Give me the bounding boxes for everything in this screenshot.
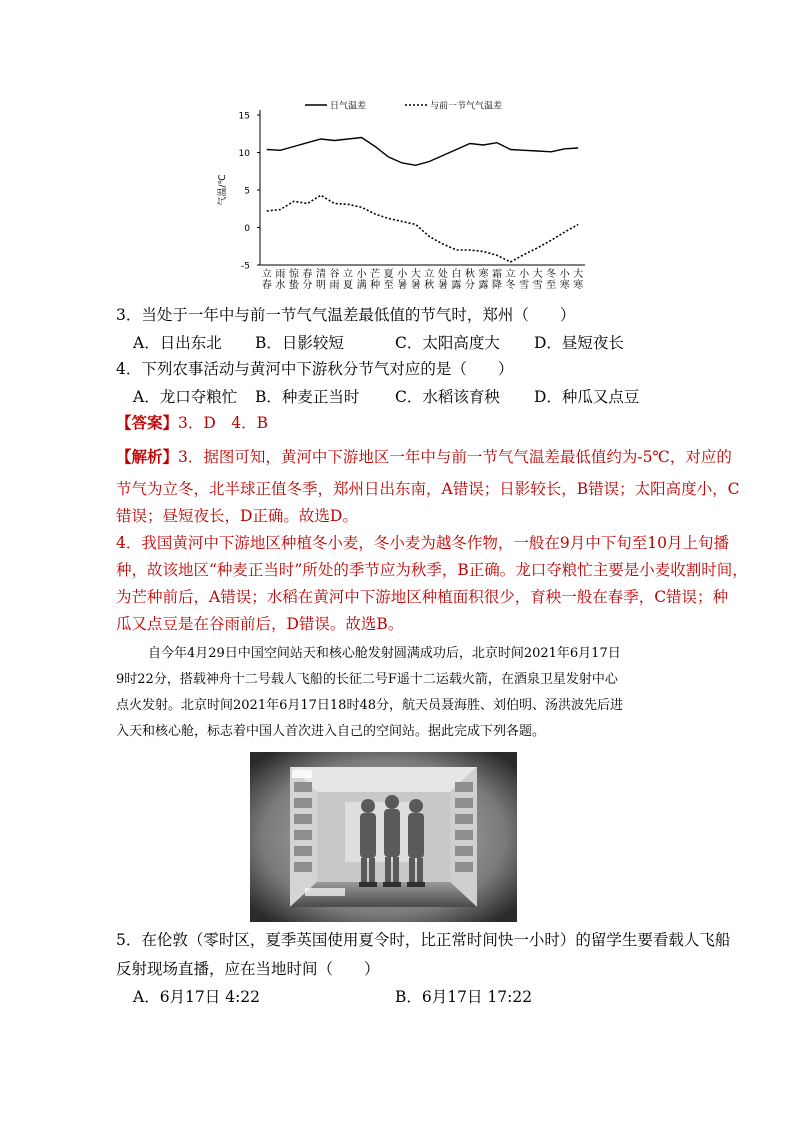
x-tick-label: 秋 <box>464 269 475 280</box>
series-line-2 <box>267 195 578 262</box>
x-tick-label: 雪 <box>519 280 530 291</box>
x-tick-label: 小 <box>559 269 570 280</box>
x-tick-label: 雨 <box>275 269 286 280</box>
x-tick-label: 雪 <box>532 280 543 291</box>
x-tick-label: 至 <box>383 280 394 291</box>
q3-option-a: A．日出东北 <box>133 334 222 352</box>
x-tick-label: 处 <box>437 269 448 280</box>
x-tick-label: 春 <box>302 269 313 280</box>
x-tick-label: 芒 <box>370 269 381 280</box>
analysis-line-1 <box>116 447 732 467</box>
q3-option-c: C．太阳高度大 <box>395 334 500 352</box>
x-tick-label: 清 <box>315 269 326 280</box>
passage-line-1: 自今年4月29日中国空间站天和核心舱发射圆满成功后，北京时间2021年6月17日 <box>148 646 621 661</box>
x-tick-label: 冬 <box>505 280 516 291</box>
x-tick-label: 霜 <box>491 269 502 280</box>
x-tick-label: 大 <box>532 269 543 280</box>
q5-stem-line-1: 5．在伦敦（零时区，夏季英国使用夏令时，比正常时间快一小时）的留学生要看载人飞船 <box>116 931 731 949</box>
line-chart <box>215 95 595 295</box>
q4-option-c: C．水稻该育秧 <box>395 388 500 406</box>
x-tick-label: 分 <box>302 280 313 291</box>
analysis-label: 【解析】 <box>116 447 179 466</box>
legend-label-1: 日气温差 <box>330 101 367 112</box>
answer-label: 【答案】 <box>116 413 179 432</box>
x-tick-label: 明 <box>315 280 326 291</box>
q5-stem-line-2: 反射现场直播，应在当地时间（ ） <box>116 960 380 978</box>
x-tick-label: 夏 <box>383 269 394 280</box>
x-tick-label: 至 <box>546 280 557 291</box>
x-tick-label: 大 <box>410 269 421 280</box>
x-tick-label: 水 <box>275 280 286 291</box>
x-tick-label: 冬 <box>546 269 557 280</box>
analysis-line-6: 为芒种前后，A错误；水稻在黄河中下游地区种植面积很少，育秧一般在春季，C错误；种 <box>116 588 729 606</box>
series-line-1 <box>267 138 578 166</box>
y-tick-label: 5 <box>244 186 250 197</box>
q3-stem: 3．当处于一年中与前一节气气温差最低值的节气时，郑州（ ） <box>116 306 576 324</box>
q4-option-d: D．种瓜又点豆 <box>534 388 640 406</box>
x-tick-label: 白 <box>451 269 462 280</box>
analysis-line-7: 瓜又点豆是在谷雨前后，D错误。故选B。 <box>116 615 404 633</box>
x-tick-label: 露 <box>451 280 462 291</box>
legend-label-2: 与前一节气气温差 <box>430 101 503 112</box>
x-tick-label: 小 <box>397 269 408 280</box>
x-tick-label: 寒 <box>573 280 584 291</box>
x-tick-label: 小 <box>356 269 367 280</box>
x-tick-label: 暑 <box>410 280 421 291</box>
q5-option-b: B．6月17日 17:22 <box>395 988 533 1006</box>
x-tick-label: 惊 <box>288 269 299 280</box>
x-tick-label: 暑 <box>437 280 448 291</box>
passage-line-4: 入天和核心舱，标志着中国人首次进入自己的空间站。据此完成下列各题。 <box>116 724 546 739</box>
analysis-line-2: 节气为立冬，北半球正值冬季，郑州日出东南，A错误；日影较长，B错误；太阳高度小，C <box>116 480 740 498</box>
analysis-text-1: 3．据图可知，黄河中下游地区一年中与前一节气气温差最低值约为-5℃，对应的 <box>178 448 732 466</box>
q3-option-d: D．昼短夜长 <box>534 334 624 352</box>
x-tick-label: 立 <box>343 269 354 280</box>
x-tick-label: 露 <box>478 280 489 291</box>
x-tick-label: 寒 <box>478 269 489 280</box>
y-tick-label: -5 <box>241 261 250 272</box>
analysis-line-5: 种，故该地区“种麦正当时”所处的季节应为秋季，B正确。龙口夺粮忙主要是小麦收割时间， <box>116 561 748 579</box>
analysis-line-4: 4．我国黄河中下游地区种植冬小麦，冬小麦为越冬作物，一般在9月中下旬至10月上旬播 <box>116 534 729 552</box>
y-tick-label: 0 <box>244 224 250 234</box>
x-tick-label: 立 <box>505 269 516 280</box>
x-tick-label: 雨 <box>329 280 340 291</box>
y-tick-label: 15 <box>238 111 250 122</box>
q4-option-b: B．种麦正当时 <box>255 388 360 406</box>
q5-option-a: A．6月17日 4:22 <box>133 988 261 1006</box>
x-tick-label: 大 <box>573 269 584 280</box>
q4-stem: 4．下列农事活动与黄河中下游秋分节气对应的是（ ） <box>116 360 514 378</box>
x-tick-label: 降 <box>491 280 502 291</box>
x-tick-label: 立 <box>424 269 435 280</box>
space-station-photo <box>250 752 517 922</box>
x-tick-label: 蛰 <box>288 280 299 291</box>
x-tick-label: 种 <box>370 280 381 291</box>
x-tick-label: 寒 <box>559 280 570 291</box>
x-tick-label: 秋 <box>424 280 435 291</box>
x-tick-label: 分 <box>464 280 475 291</box>
passage-line-3: 点火发射。北京时间2021年6月17日18时48分，航天员聂海胜、刘伯明、汤洪波先后进 <box>116 698 623 713</box>
x-tick-label: 立 <box>261 269 272 280</box>
x-tick-label: 谷 <box>329 269 340 280</box>
q4-option-a: A．龙口夺粮忙 <box>133 388 238 406</box>
y-tick-label: 10 <box>238 149 250 159</box>
answer-line <box>116 413 268 433</box>
answer-text: 3．D 4．B <box>178 414 269 432</box>
x-tick-label: 满 <box>356 280 367 291</box>
q3-option-b: B．日影较短 <box>255 334 344 352</box>
x-tick-label: 春 <box>261 280 272 291</box>
passage-line-2: 9时22分，搭载神舟十二号载人飞船的长征二号F遥十二运载火箭，在酒泉卫星发射中心 <box>116 672 618 687</box>
x-tick-label: 小 <box>519 269 530 280</box>
x-tick-label: 夏 <box>343 280 354 291</box>
analysis-line-3: 错误；昼短夜长，D正确。故选D。 <box>116 507 358 525</box>
y-axis-label: 气温/℃ <box>218 174 228 206</box>
x-tick-label: 暑 <box>397 280 408 291</box>
